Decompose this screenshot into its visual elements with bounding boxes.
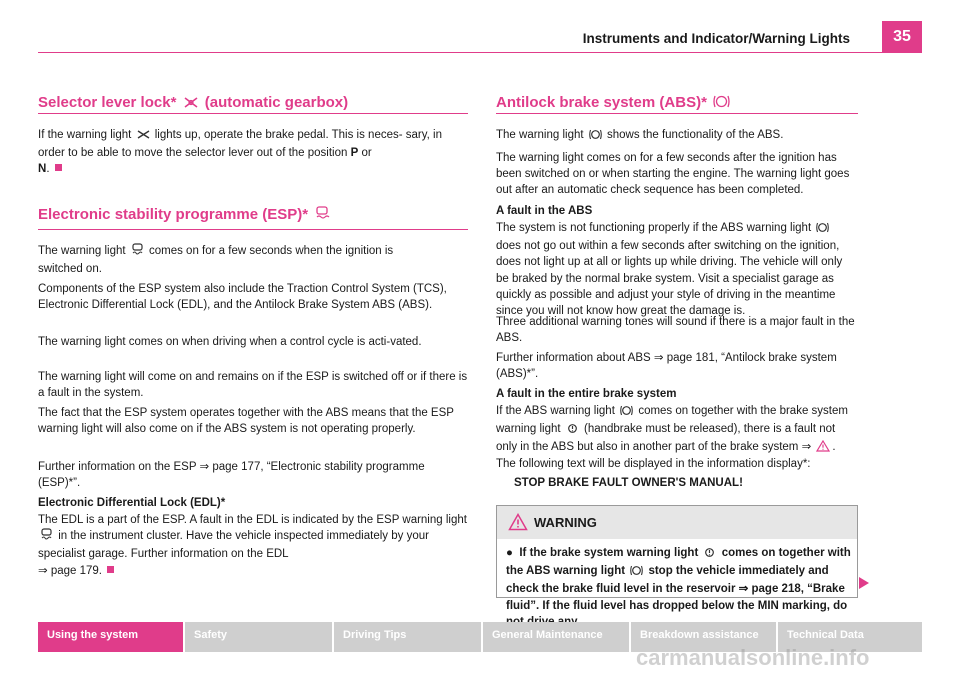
- paragraph-abs-6: If the ABS warning light comes on together with the brake system warning light (handbrake must be released), there is a fault not only in the ABS but also in another part of the brake system ⇒ .: [496, 403, 858, 458]
- section-title-text: Antilock brake system (ABS)*: [496, 94, 707, 111]
- warning-text: ● If the brake system warning light comes on together with the ABS warning light stop the vehicle immediately and check the brake fluid level in the reservoir ⇒ page 218, “Brake fluid”. If the fluid level has dropped below the MIN marking, do: [506, 547, 851, 612]
- section-title-selector-lever-lock: [38, 94, 348, 113]
- paragraph-abs-7: The following text will be displayed in the information display*:: [496, 458, 811, 470]
- warning-triangle-icon: [508, 513, 528, 536]
- paragraph-esp-3: The warning light comes on when driving when a control cycle is acti-vated.: [38, 336, 422, 348]
- nav-tab-general-maintenance[interactable]: General Maintenance: [483, 622, 629, 652]
- nav-tab-safety[interactable]: Safety: [185, 622, 332, 652]
- abs-icon: [589, 129, 602, 145]
- subheading-abs-fault: A fault in the ABS: [496, 205, 593, 217]
- page-header-title: Instruments and Indicator/Warning Lights: [582, 31, 850, 46]
- paragraph-abs-5: Further information about ABS ⇒ page 181, “Antilock brake system (ABS)*”.: [496, 352, 837, 381]
- section-end-mark: [55, 164, 62, 171]
- abs-icon: [713, 94, 730, 113]
- brake-system-icon: [566, 423, 579, 439]
- nav-tab-technical-data[interactable]: Technical Data: [778, 622, 922, 652]
- section-end-mark: [107, 566, 114, 573]
- paragraph-abs-4: Three additional warning tones will sound if there is a major fault in the ABS.: [496, 316, 855, 345]
- section-divider: [38, 113, 468, 114]
- paragraph-abs-2: The warning light comes on for a few seconds after the ignition has been switched on or when starting the engine. The warning light goes out after an automatic check sequence has been completed.: [496, 152, 850, 197]
- selector-lever-icon: [183, 96, 199, 113]
- paragraph-esp-2: Components of the ESP system also include the Traction Control System (TCS), Electronic Differential Lock (EDL), and the Antilock Brake System ABS (ABS).: [38, 283, 447, 312]
- warning-title: WARNING: [534, 515, 597, 530]
- section-title-suffix: (automatic gearbox): [204, 94, 349, 111]
- abs-icon: [620, 405, 633, 421]
- paragraph-selector-lock: If the warning light lights up, operate the brake pedal. This is neces- sary, in order to be able to move the selector lever out of the position P or N.: [38, 129, 442, 176]
- nav-tab-breakdown-assistance[interactable]: Breakdown assistance: [631, 622, 776, 652]
- esp-car-icon: [131, 243, 144, 261]
- paragraph-abs-3: The system is not functioning properly if the ABS warning light does not go out within a few seconds after switching on the ignition, does not light up at all or lights up while driving. The vehicle will only be braked by the normal brake system. Visit a specialist garage as quickly as possible and adjust your style of driving in the meantime since you will not know how great the damage is.: [496, 222, 843, 318]
- paragraph-esp-5: The fact that the ESP system operates together with the ABS means that the ESP warning light will also come on if the ABS system is not operating properly.: [38, 407, 454, 436]
- esp-car-icon: [40, 528, 53, 546]
- paragraph-esp-6: Further information on the ESP ⇒ page 177, “Electronic stability programme (ESP)*”.: [38, 461, 425, 490]
- warning-header: [497, 506, 857, 539]
- abs-icon: [630, 565, 643, 581]
- esp-car-icon: [314, 205, 330, 225]
- section-title-esp: [38, 205, 332, 225]
- continue-arrow-icon: [858, 576, 870, 590]
- display-message: STOP BRAKE FAULT OWNER'S MANUAL!: [514, 477, 743, 489]
- page-number: 35: [882, 21, 922, 52]
- warning-box: [496, 505, 858, 612]
- paragraph-abs-1: The warning light shows the functionality of the ABS.: [496, 127, 858, 145]
- header-divider: [38, 52, 922, 53]
- nav-tab-driving-tips[interactable]: Driving Tips: [334, 622, 481, 652]
- section-title-abs: [496, 94, 732, 113]
- section-title-text: Selector lever lock*: [38, 94, 177, 111]
- section-divider: [496, 113, 858, 114]
- paragraph-edl: The EDL is a part of the ESP. A fault in the EDL is indicated by the ESP warning light in the instrument cluster. Have the vehicle inspected immediately by your specialist garage. Further information on the EDL ⇒ page 179.: [38, 514, 467, 577]
- nav-tab-using-the-system[interactable]: Using the system: [38, 622, 183, 652]
- selector-lever-icon: [137, 129, 150, 145]
- subheading-brake-system-fault: A fault in the entire brake system: [496, 388, 677, 400]
- paragraph-esp-4: The warning light will come on and remains on if the ESP is switched off or if there is a fault in the system.: [38, 371, 468, 400]
- abs-icon: [816, 222, 829, 238]
- bullet: ●: [506, 547, 513, 559]
- section-title-text: Electronic stability programme (ESP)*: [38, 206, 309, 223]
- subheading-edl: Electronic Differential Lock (EDL)*: [38, 497, 226, 509]
- watermark: carmanualsonline.info: [636, 645, 870, 670]
- paragraph-esp-1: The warning light comes on for a few seconds when the ignition is switched on.: [38, 245, 394, 276]
- brake-system-icon: [703, 547, 716, 563]
- section-divider: [38, 229, 468, 230]
